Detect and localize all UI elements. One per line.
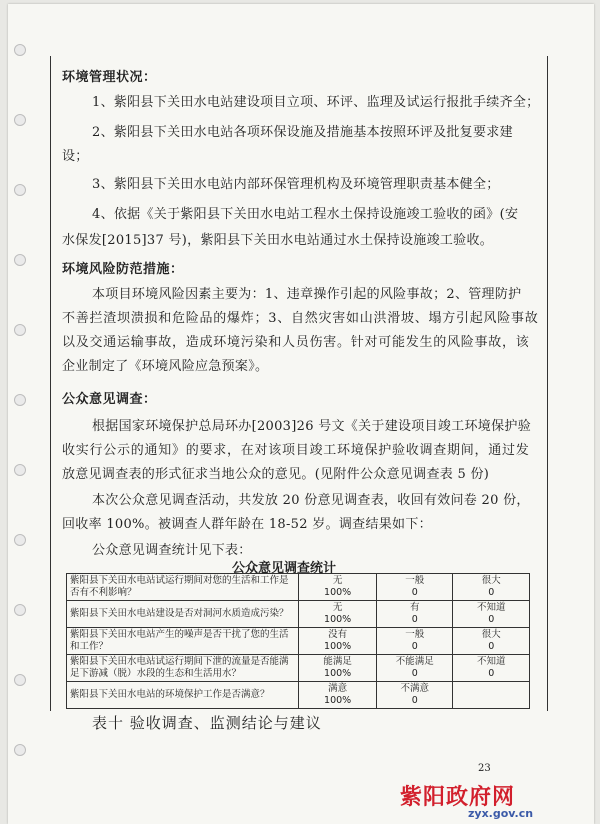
survey-question: 紫阳县下关田水电站试运行期间下泄的流量是否能满足下游减（脱）水段的生态和生活用水？ [67,655,299,682]
survey-question: 紫阳县下关田水电站建设是否对洞河水质造成污染？ [67,601,299,628]
env-item-1: 1、紫阳县下关田水电站建设项目立项、环评、监理及试运行报批手续齐全； [92,95,540,110]
option-percent: 100% [324,587,352,598]
binding-hole [14,464,26,476]
survey-option [299,655,377,682]
binding-hole [14,744,26,756]
survey-option [299,682,377,709]
option-label: 一般 [405,629,425,640]
binding-hole [14,114,26,126]
risk-line: 企业制定了《环境风险应急预案》。 [62,359,269,374]
table-row [67,655,530,682]
table-row [67,601,530,628]
section-title: 表十 验收调查、监测结论与建议 [92,714,322,732]
option-percent: 0 [488,668,495,679]
option-label: 没有 [328,629,348,640]
binding-hole [14,44,26,56]
env-item-4: 4、依据《关于紫阳县下关田水电站工程水土保持设施竣工验收的函》(安 [92,207,519,222]
option-percent: 0 [488,587,495,598]
option-percent: 0 [411,668,418,679]
option-percent: 0 [488,614,495,625]
binding-holes [14,4,28,824]
risk-heading: 环境风险防范措施： [62,262,184,277]
option-label: 不知道 [476,602,506,613]
survey-option [376,601,453,628]
survey-option [453,601,530,628]
survey-table-title: 公众意见调查统计 [232,561,337,576]
binding-hole [14,604,26,616]
survey-option [453,682,530,709]
option-percent: 100% [324,614,352,625]
opinion-line: 收实行公示的通知》的要求，在对该项目竣工环境保护验收调查期间，通过发 [62,443,530,458]
opinion-line: 根据国家环境保护总局环办[2003]26 号文《关于建设项目竣工环境保护验 [92,419,532,434]
option-percent: 100% [324,695,352,706]
option-percent: 100% [324,641,352,652]
table-row [67,682,530,709]
survey-option [453,628,530,655]
option-percent: 0 [411,641,418,652]
option-percent: 0 [411,695,418,706]
survey-option [299,628,377,655]
option-label: 不知道 [476,656,506,667]
env-item-4-cont: 水保发[2015]37 号)，紫阳县下关田水电站通过水土保持设施竣工验收。 [62,233,494,248]
env-item-2: 2、紫阳县下关田水电站各项环保设施及措施基本按照环评及批复要求建 [92,125,513,140]
risk-line: 本项目环境风险因素主要为：1、违章操作引起的风险事故；2、管理防护 [92,287,522,302]
survey-option [453,574,530,601]
binding-hole [14,184,26,196]
binding-hole [14,254,26,266]
table-row [67,628,530,655]
option-label: 有 [409,602,420,613]
option-label: 很大 [481,629,501,640]
option-percent: 0 [411,587,418,598]
survey-option [376,682,453,709]
opinion-line: 放意见调查表的形式征求当地公众的意见。(见附件公众意见调查表 5 份) [62,467,490,482]
env-management-heading: 环境管理状况： [62,70,157,85]
watermark-logo: 紫阳政府网 [400,785,516,810]
survey-question: 紫阳县下关田水电站产生的噪声是否干扰了您的生活和工作？ [67,628,299,655]
option-percent: 0 [411,614,418,625]
option-label: 不满意 [400,683,429,694]
survey-option [376,628,453,655]
page-number: 23 [478,763,491,774]
survey-question: 紫阳县下关田水电站试运行期间对您的生活和工作是否有不利影响？ [67,574,299,601]
opinion-line: 公众意见调查统计见下表： [92,543,252,558]
survey-table [66,573,530,709]
watermark-url: zyx.gov.cn [468,807,534,820]
public-opinion-heading: 公众意见调查： [62,392,157,407]
opinion-line: 回收率 100%。被调查人群年龄在 18-52 岁。调查结果如下： [62,517,432,532]
survey-question: 紫阳县下关田水电站的环境保护工作是否满意？ [67,682,299,709]
option-percent: 0 [488,641,495,652]
option-percent: 100% [324,668,352,679]
env-item-3: 3、紫阳县下关田水电站内部环保管理机构及环境管理职责基本健全； [92,177,500,192]
opinion-line: 本次公众意见调查活动，共发放 20 份意见调查表，收回有效问卷 20 份， [92,493,530,508]
binding-hole [14,534,26,546]
risk-line: 以及交通运输事故，造成环境污染和人员伤害。针对可能发生的风险事故，该 [62,335,530,350]
table-row [67,574,530,601]
survey-option [376,574,453,601]
survey-option [299,601,377,628]
option-label: 满意 [328,683,348,694]
risk-line: 不善拦渣坝溃损和危险品的爆炸；3、自然灾害如山洪滑坡、塌方引起风险事故 [62,311,539,326]
option-label: 一般 [405,575,425,586]
option-label: 无 [332,575,343,586]
survey-option [299,574,377,601]
binding-hole [14,674,26,686]
binding-hole [14,394,26,406]
option-label: 不能满足 [395,656,434,667]
option-label: 无 [332,602,343,613]
survey-option [453,655,530,682]
survey-option [376,655,453,682]
env-item-2-cont: 设； [62,149,89,164]
option-label: 很大 [481,575,501,586]
binding-hole [14,324,26,336]
option-label: 能满足 [323,656,352,667]
